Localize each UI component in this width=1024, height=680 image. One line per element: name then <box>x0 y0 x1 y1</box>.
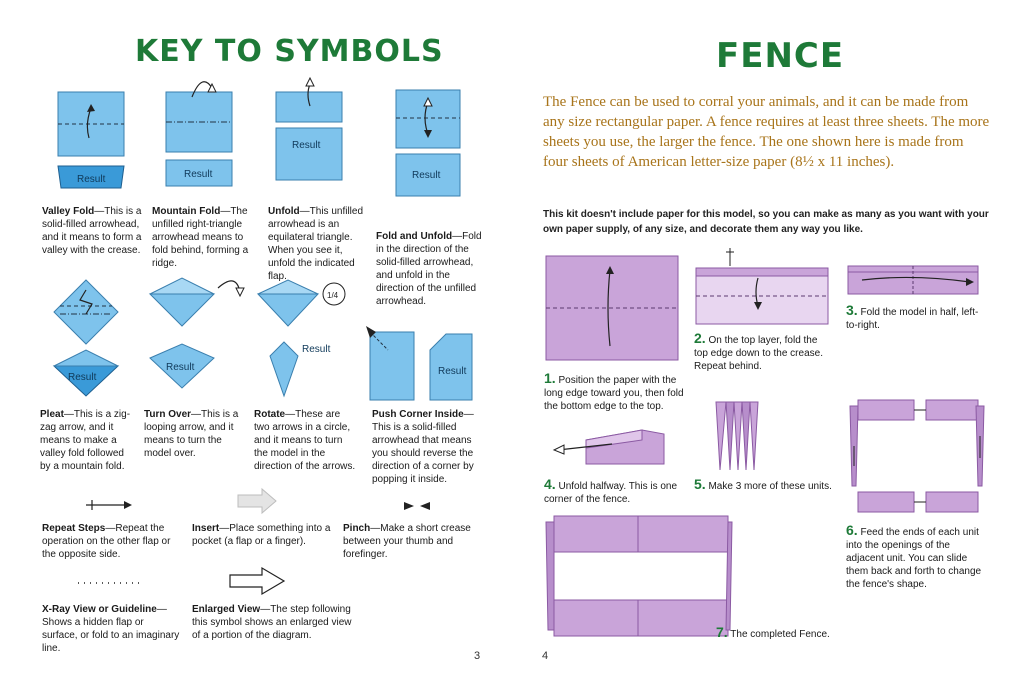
step-5-caption: 5. Make 3 more of these units. <box>694 476 832 492</box>
rotate-diagram <box>254 278 354 400</box>
pinch-icon <box>402 500 432 512</box>
unfold-diagram <box>272 76 352 186</box>
rotate-caption: Rotate—These are two arrows in a circle, and it means to turn the model in the direction of the arrows. <box>254 409 356 472</box>
pleat-diagram <box>50 278 130 400</box>
step-6-diagram <box>846 396 986 518</box>
push-corner-caption: Push Corner Inside—This is a solid-filled arrowhead that means you should reverse the direction of a corner by popping it inside. <box>372 409 474 485</box>
step-6-caption: 6. Feed the ends of each unit into the openings of the adjacent unit. You can slide them back and forth to change the fence's shape. <box>846 522 982 590</box>
unfold-caption: Unfold—This unfilled arrowhead is an equilateral triangle. When you see it, unfold the indicated flap. <box>268 206 364 282</box>
step-3-caption: 3. Fold the model in half, left-to-right. <box>846 302 979 331</box>
fold-and-unfold-caption: Fold and Unfold—Fold in the direction of the solid-filled arrowhead, and unfold in the direction of the unfilled arrowhead. <box>376 231 482 307</box>
enlarged-view-caption: Enlarged View—The step following this symbol shows an enlarged view of a portion of the diagram. <box>192 604 352 641</box>
turn-over-caption: Turn Over—This is a looping arrow, and it means to turn the model over. <box>144 409 239 459</box>
push-corner-inside-diagram <box>366 326 476 404</box>
valley-result-label: Result <box>77 174 106 185</box>
xray-dotted-line-icon <box>76 580 146 586</box>
rotate-quarter-label: 1/4 <box>327 291 339 300</box>
page-number-left: 3 <box>474 650 481 662</box>
valley-fold-caption: Valley Fold—This is a solid-filled arrowhead, and it means to form a valley with the crease. <box>42 206 142 256</box>
fence-title: FENCE <box>716 36 845 76</box>
step-7-diagram <box>544 512 734 640</box>
step-1-diagram <box>544 254 684 364</box>
mountain-fold-caption: Mountain Fold—The unfilled right-triangle arrowhead means to fold behind, forming a ridge. <box>152 206 249 269</box>
step-7-caption: 7. The completed Fence. <box>716 624 830 640</box>
valley-fold-diagram <box>55 88 135 198</box>
step-1-caption: 1. Position the paper with the long edge toward you, then fold the bottom edge to the top. <box>544 370 684 412</box>
fold-unfold-result-label: Result <box>412 170 441 181</box>
step-2-diagram <box>694 248 834 328</box>
pleat-caption: Pleat—This is a zig-zag arrow, and it means to make a valley fold followed by a mountain fold. <box>40 409 131 472</box>
step-4-diagram <box>552 420 672 470</box>
rotate-result-label: Result <box>302 344 331 355</box>
repeat-steps-arrow-icon <box>84 498 134 512</box>
page-number-right: 4 <box>542 650 549 662</box>
mountain-result-label: Result <box>184 169 213 180</box>
turn-over-diagram <box>146 278 246 400</box>
insert-arrow-icon <box>236 488 280 514</box>
push-corner-result-label: Result <box>438 366 467 377</box>
fold-and-unfold-diagram <box>392 88 472 198</box>
pleat-result-label: Result <box>68 372 97 383</box>
step-4-caption: 4. Unfold halfway. This is one corner of the fence. <box>544 476 678 505</box>
unfold-result-label: Result <box>292 140 321 151</box>
step-2-caption: 2. On the top layer, fold the top edge down to the crease. Repeat behind. <box>694 330 823 372</box>
insert-caption: Insert—Place something into a pocket (a flap or a finger). <box>192 523 331 547</box>
step-5-diagram <box>712 400 772 472</box>
repeat-steps-caption: Repeat Steps—Repeat the operation on the other flap or the opposite side. <box>42 523 171 560</box>
right-page <box>512 0 1024 680</box>
mountain-fold-diagram <box>162 72 242 192</box>
pinch-caption: Pinch—Make a short crease between your thumb and forefinger. <box>343 523 471 560</box>
xray-caption: X-Ray View or Guideline—Shows a hidden flap or surface, or fold to an imaginary line. <box>42 604 180 654</box>
turn-over-result-label: Result <box>166 362 195 373</box>
key-to-symbols-title: KEY TO SYMBOLS <box>135 34 444 69</box>
paper-note-text: This kit doesn't include paper for this model, so you can make as many as you want with your own paper supply, of any size, and decorate them any way you like. <box>543 209 989 235</box>
step-3-diagram <box>846 264 986 300</box>
fence-intro-text: The Fence can be used to corral your animals, and it can be made from any size rectangular paper. A fence requires at least three sheets. The more sheets you use, the larger the fence. The one shown here is made from four sheets of American letter-size paper (8½ x 11 inches). <box>543 94 990 170</box>
enlarged-view-arrow-icon <box>228 566 288 596</box>
